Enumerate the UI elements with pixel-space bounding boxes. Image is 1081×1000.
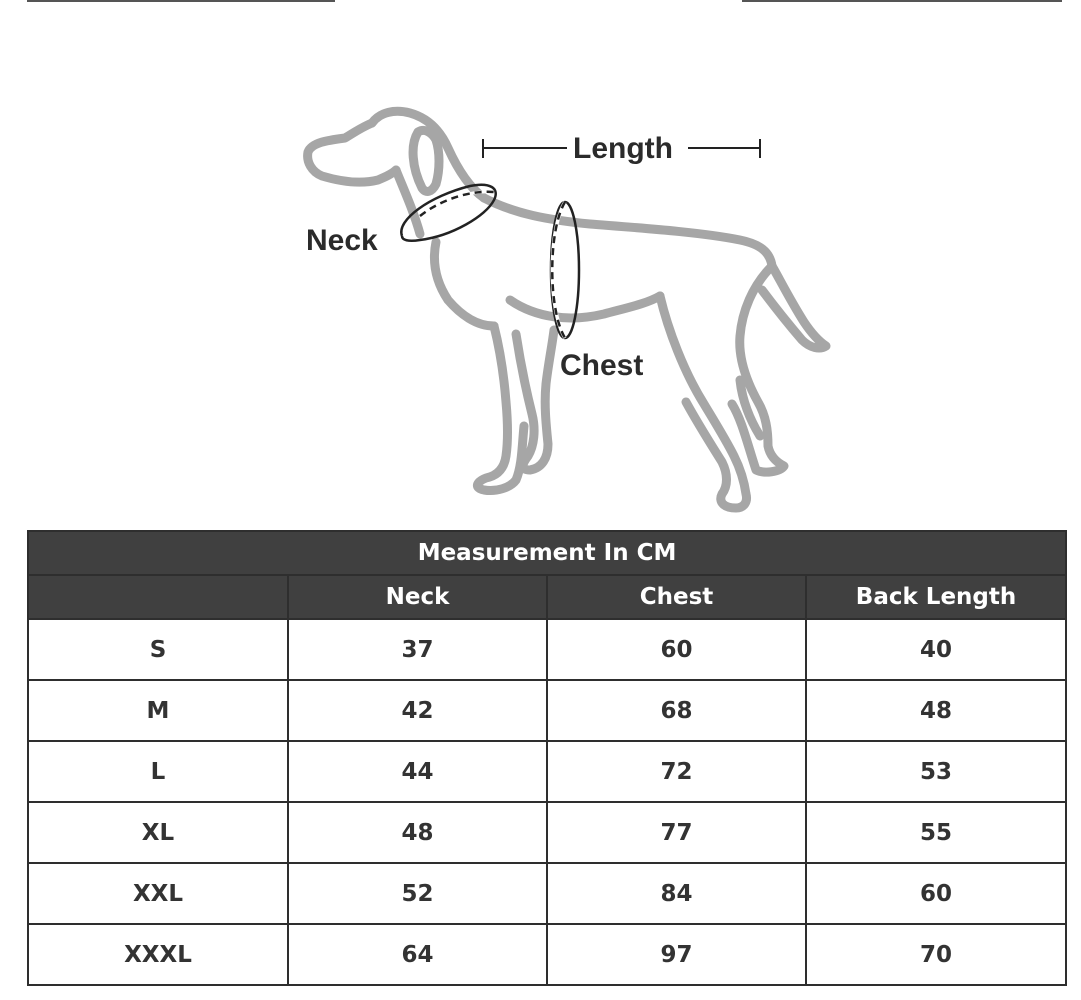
table-header-row: [28, 575, 1066, 619]
neck-cell: 37: [288, 619, 547, 680]
chest-cell: 97: [547, 924, 806, 985]
length-label: Length: [573, 132, 673, 165]
size-cell: XXXL: [28, 924, 288, 985]
size-cell: S: [28, 619, 288, 680]
back-length-cell: 48: [806, 680, 1066, 741]
size-chart-table: [27, 530, 1067, 986]
table-row: [28, 741, 1066, 802]
table-caption: Measurement In CM: [28, 531, 1066, 575]
chest-cell: 68: [547, 680, 806, 741]
chest-label: Chest: [560, 349, 644, 382]
back-length-cell: 55: [806, 802, 1066, 863]
neck-cell: 42: [288, 680, 547, 741]
header-cell-neck: Neck: [288, 575, 547, 619]
size-cell: M: [28, 680, 288, 741]
table-row: [28, 924, 1066, 985]
table-caption-row: [28, 531, 1066, 575]
chest-cell: 77: [547, 802, 806, 863]
table-row: [28, 680, 1066, 741]
back-length-cell: 53: [806, 741, 1066, 802]
back-length-cell: 60: [806, 863, 1066, 924]
neck-label: Neck: [306, 224, 378, 257]
header-cell-size: [28, 575, 288, 619]
size-cell: L: [28, 741, 288, 802]
header-cell-back-length: Back Length: [806, 575, 1066, 619]
neck-cell: 48: [288, 802, 547, 863]
table-row: [28, 802, 1066, 863]
chest-cell: 84: [547, 863, 806, 924]
neck-cell: 44: [288, 741, 547, 802]
size-cell: XXL: [28, 863, 288, 924]
chest-cell: 72: [547, 741, 806, 802]
header-cell-chest: Chest: [547, 575, 806, 619]
neck-cell: 64: [288, 924, 547, 985]
neck-cell: 52: [288, 863, 547, 924]
table-row: [28, 863, 1066, 924]
chest-cell: 60: [547, 619, 806, 680]
dog-outline: [308, 111, 826, 508]
table-row: [28, 619, 1066, 680]
back-length-cell: 40: [806, 619, 1066, 680]
back-length-cell: 70: [806, 924, 1066, 985]
size-cell: XL: [28, 802, 288, 863]
